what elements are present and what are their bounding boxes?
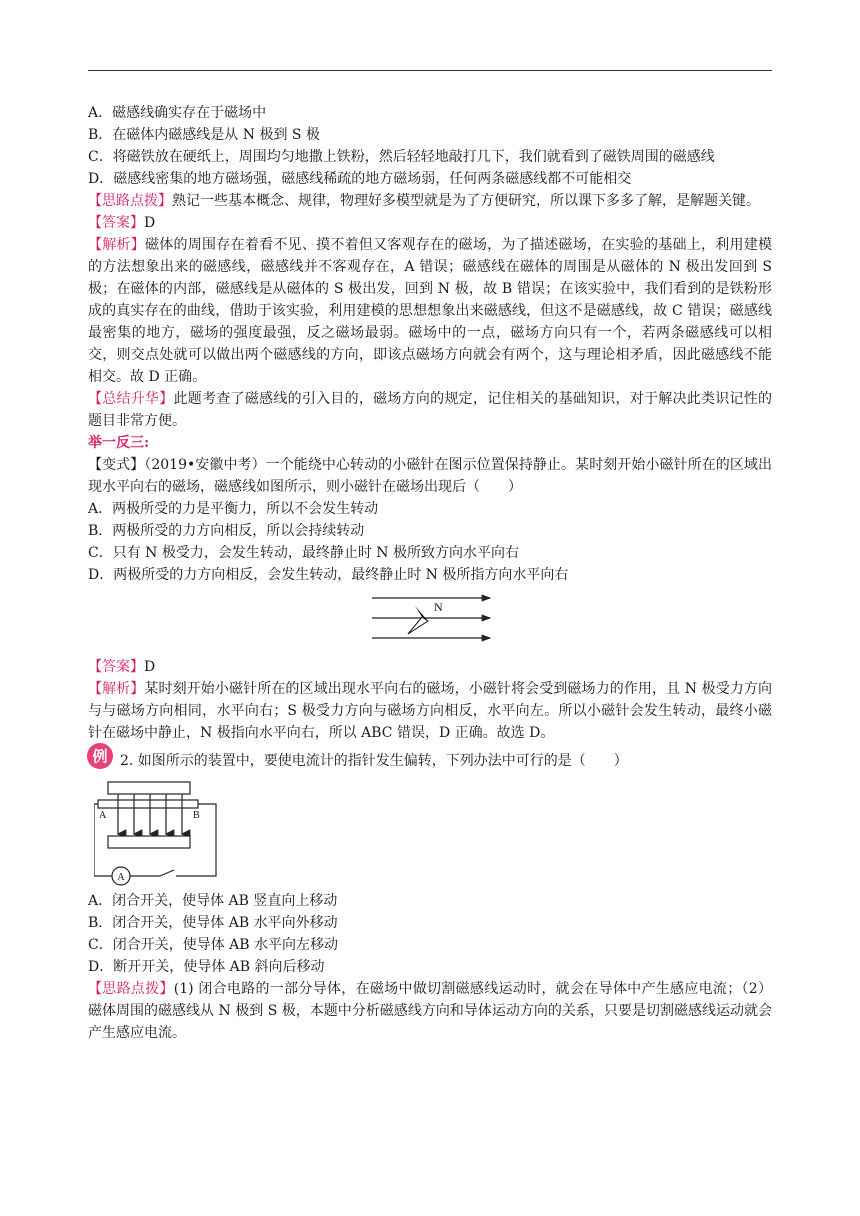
- compass-needle-south: [408, 617, 428, 634]
- variant-analysis-tag: 【解析】: [88, 681, 145, 697]
- q1-answer-tag: 【答案】: [88, 215, 144, 231]
- q2-hint: [88, 978, 772, 1044]
- q1-summary: [88, 388, 772, 432]
- q1-summary-text: 此题考查了磁感线的引入目的，磁场方向的规定，记住相关的基础知识，对于解决此类识记性的题目非常方便。: [88, 391, 773, 429]
- variant-option-a: A．两极所受的力是平衡力，所以不会发生转动: [88, 501, 379, 517]
- example-badge-text: 例: [92, 747, 108, 766]
- lower-magnet: [108, 836, 190, 848]
- variant-option-c: C．只有 N 极受力，会发生转动，最终静止时 N 极所致方向水平向右: [88, 545, 520, 561]
- q2-hint-tag: 【思路点拨】: [88, 981, 174, 997]
- q1-option-c: C．将磁铁放在硬纸上，周围均匀地撒上铁粉，然后轻轻地敲打几下，我们就看到了磁铁周围的磁感线: [88, 149, 715, 165]
- q2-option-b: B．闭合开关，使导体 AB 水平向外移动: [88, 915, 338, 931]
- variant-option-b: B．两极所受的力方向相反，所以会持续转动: [88, 523, 365, 539]
- q2-option-a: A．闭合开关，使导体 AB 竖直向上移动: [88, 893, 338, 909]
- q2-option-c: C．闭合开关，使导体 AB 水平向左移动: [88, 937, 339, 953]
- switch-lever: [160, 870, 174, 876]
- conductor-ab: [98, 800, 198, 808]
- variant-stem: [88, 454, 772, 498]
- example-badge-icon: [86, 742, 114, 770]
- variant-answer: [88, 656, 772, 678]
- q2-option-d: D．断开开关，使导体 AB 斜向后移动: [88, 959, 325, 975]
- q1-option-d: D．磁感线密集的地方磁场强，磁感线稀疏的地方磁场弱，任何两条磁感线都不可能相交: [88, 171, 632, 187]
- q2-stem: [88, 747, 772, 772]
- variant-answer-text: D: [144, 659, 156, 675]
- galvanometer-label: A: [117, 872, 125, 883]
- q1-analysis-text: 磁体的周围存在着看不见、摸不着但又客观存在的磁场，为了描述磁场，在实验的基础上，利用建模的方法想象出来的磁感线，磁感线并不客观存在，A 错误；磁感线在磁体的周围是从磁体的 N 极出发回到 S 极；在磁体的内部，磁感线是从磁体的 S 极出发，回到 N 极，故 B 错误；在该实验中，我们看到的是铁粉形成的真实存在的曲线，借助于该实验，利用建模的思想想象出来磁感线，但这不是磁感线，故 C 错误；磁感线最密集的地方，磁场的强度最强，反之磁场最弱。磁场中的一点，磁场方向只有一个，若两条磁感线可以相交，则交点处就可以做出两个磁感线的方向，即该点磁场方向就会有两个，这与理论相矛盾，因此磁感线不能相交。故 D 正确。: [88, 237, 773, 385]
- variant-answer-tag: 【答案】: [88, 659, 144, 675]
- q1-analysis-tag: 【解析】: [88, 237, 146, 253]
- q1-analysis: [88, 234, 772, 388]
- q1-hint-text: 熟记一些基本概念、规律，物理好多模型就是为了方便研究，所以课下多多了解，是解题关键。: [172, 193, 760, 209]
- variant-option-d: D．两极所受的力方向相反，会发生转动，最终静止时 N 极所指方向水平向右: [88, 567, 569, 583]
- header-rule: [88, 70, 772, 71]
- variant-tag: 【变式】: [88, 457, 145, 473]
- q1-answer-text: D: [144, 215, 156, 231]
- q1-option-a: A．磁感线确实存在于磁场中: [88, 105, 267, 121]
- q2-stem-text: 2. 如图所示的装置中，要使电流计的指针发生偏转，下列办法中可行的是（ ）: [120, 753, 628, 769]
- induction-figure: [88, 772, 772, 890]
- compass-field-diagram: [370, 590, 494, 646]
- label-a: A: [99, 810, 107, 821]
- page-content: [88, 102, 772, 1044]
- section-heading: 举一反三:: [88, 435, 150, 451]
- compass-n-label: N: [434, 600, 443, 614]
- upper-magnet: [108, 782, 190, 794]
- variant-analysis: [88, 678, 772, 744]
- q1-hint-tag: 【思路点拨】: [88, 193, 172, 209]
- q2-hint-text: (1) 闭合电路的一部分导体，在磁场中做切割磁感线运动时，就会在导体中产生感应电流；（2）磁体周围的磁感线从 N 极到 S 极，本题中分析磁感线方向和导体运动方向的关系，只要是切割磁感线运动就会产生感应电流。: [88, 981, 773, 1041]
- q1-answer: [88, 212, 772, 234]
- q1-hint: [88, 190, 772, 212]
- label-b: B: [193, 810, 200, 821]
- variant-analysis-text: 某时刻开始小磁针所在的区域出现水平向右的磁场，小磁针将会受到磁场力的作用，且 N 极受力方向与与磁场方向相同，水平向右；S 极受力方向与磁场方向相反，水平向左。所以小磁针会发生转动，最终小磁针在磁场中静止，N 极指向水平向右，所以 ABC 错误，D 正确。故选 D。: [88, 681, 772, 741]
- q1-option-b: B．在磁体内磁感线是从 N 极到 S 极: [88, 127, 320, 143]
- induction-circuit-diagram: [94, 778, 220, 888]
- q1-summary-tag: 【总结升华】: [88, 391, 174, 407]
- compass-figure: [88, 586, 772, 656]
- variant-stem-text: （2019•安徽中考）一个能绕中心转动的小磁针在图示位置保持静止。某时刻开始小磁针所在的区域出现水平向右的磁场，磁感线如图所示，则小磁针在磁场出现后（ ）: [88, 457, 773, 495]
